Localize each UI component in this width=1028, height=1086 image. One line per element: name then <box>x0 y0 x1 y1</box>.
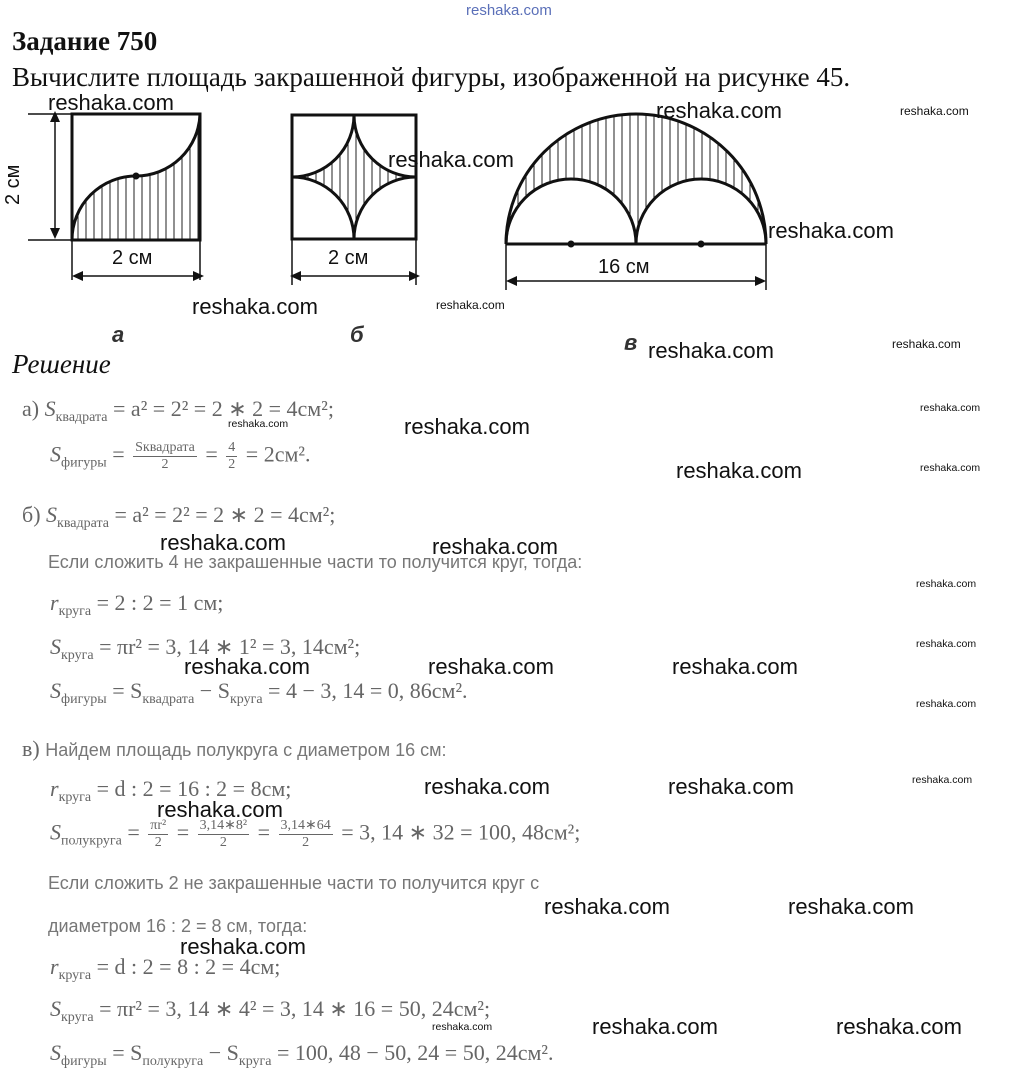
subscript: круга <box>238 1054 272 1069</box>
watermark: reshaka.com <box>157 797 283 822</box>
symbol: S <box>50 441 61 467</box>
watermark: reshaka.com <box>668 774 794 799</box>
solution-b-line2: Если сложить 4 не закрашенные части то получится круг, тогда: <box>48 552 583 572</box>
symbol: S <box>50 996 61 1021</box>
watermark: reshaka.com <box>592 1014 718 1039</box>
subscript: квадрата <box>142 692 195 707</box>
equals: = <box>127 819 140 845</box>
fraction <box>133 440 197 473</box>
expression: = πr² = 3, 14 ∗ 4² = 3, 14 ∗ 16 = 50, 24см²; <box>99 996 491 1021</box>
watermark: reshaka.com <box>180 934 306 959</box>
watermark: reshaka.com <box>404 414 530 439</box>
expression: − S <box>208 1040 239 1065</box>
subscript: круга <box>61 648 94 663</box>
numerator: 4 <box>228 440 236 455</box>
watermark: reshaka.com <box>432 534 558 559</box>
solution-c-line4: Если сложить 2 не закрашенные части то получится круг с <box>48 873 540 893</box>
expression: = 100, 48 − 50, 24 = 50, 24см². <box>276 1040 554 1065</box>
fraction <box>279 818 333 851</box>
expression: = 2см². <box>245 441 311 467</box>
watermark: reshaka.com <box>788 894 914 919</box>
denominator: 2 <box>228 457 236 472</box>
watermark: reshaka.com <box>192 294 318 319</box>
expression: = d : 2 = 16 : 2 = 8см; <box>96 776 292 801</box>
expression: = d : 2 = 8 : 2 = 4см; <box>96 954 281 979</box>
figure-b-side-label: 2 см <box>328 247 369 269</box>
watermark: reshaka.com <box>836 1014 962 1039</box>
watermark: reshaka.com <box>428 654 554 679</box>
subscript: фигуры <box>61 692 107 707</box>
figure-a-side-label: 2 см <box>112 247 153 269</box>
expression: = S <box>112 1040 143 1065</box>
watermark: reshaka.com <box>228 418 289 430</box>
expression: − S <box>199 678 230 703</box>
subscript: полукруга <box>61 833 122 849</box>
symbol: S <box>50 1040 61 1065</box>
watermark: reshaka.com <box>424 774 550 799</box>
marker-a: а) <box>22 396 40 421</box>
watermark: reshaka.com <box>544 894 670 919</box>
watermark: reshaka.com <box>916 578 977 590</box>
watermark: reshaka.com <box>432 1021 493 1033</box>
text: Найдем площадь полукруга с диаметром 16 см: <box>45 740 447 760</box>
subscript: круга <box>58 604 92 619</box>
solution-c-line1 <box>22 736 446 762</box>
symbol: S <box>50 634 61 659</box>
symbol: S <box>50 678 61 703</box>
subscript: круга <box>229 692 263 707</box>
solution-c-line3 <box>50 818 580 851</box>
subscript: квадрата <box>57 516 109 531</box>
figure-c-caption: в <box>624 330 638 355</box>
equals: = <box>205 441 218 467</box>
symbol: r <box>50 776 59 801</box>
numerator: 3,14∗64 <box>280 818 331 833</box>
numerator: Sквадрата <box>135 440 195 455</box>
expression: = a² = 2² = 2 ∗ 2 = 4см²; <box>113 396 334 421</box>
watermark: reshaka.com <box>920 402 981 414</box>
watermark: reshaka.com <box>388 147 514 172</box>
watermark: reshaka.com <box>916 698 977 710</box>
task-text: Вычислите площадь закрашенной фигуры, изображенной на рисунке 45. <box>12 62 851 92</box>
expression: = S <box>112 678 143 703</box>
site-header-link[interactable]: reshaka.com <box>466 2 552 19</box>
figure-c-diameter-label: 16 см <box>598 256 650 278</box>
solution-heading: Решение <box>12 349 111 379</box>
watermark: reshaka.com <box>656 98 782 123</box>
marker-c: в) <box>22 736 40 761</box>
symbol: r <box>50 590 59 615</box>
figure-a-height-label: 2 см <box>2 164 24 205</box>
figure-c <box>500 105 772 315</box>
watermark: reshaka.com <box>160 530 286 555</box>
solution-c-line8 <box>50 1040 554 1070</box>
numerator: πr² <box>150 818 167 833</box>
watermark: reshaka.com <box>920 462 981 474</box>
denominator: 2 <box>302 835 310 850</box>
denominator: 2 <box>161 457 169 472</box>
subscript: круга <box>58 790 92 805</box>
watermark: reshaka.com <box>672 654 798 679</box>
subscript: квадрата <box>55 410 108 425</box>
watermark: reshaka.com <box>48 90 174 115</box>
subscript: фигуры <box>61 455 107 471</box>
watermark: reshaka.com <box>892 337 961 351</box>
symbol: S <box>44 396 56 421</box>
watermark: reshaka.com <box>900 104 969 118</box>
expression: = πr² = 3, 14 ∗ 1² = 3, 14см²; <box>99 634 361 659</box>
watermark: reshaka.com <box>648 338 774 363</box>
symbol: S <box>50 819 61 845</box>
task-title: Задание 750 <box>12 26 158 56</box>
solution-b-line1 <box>22 502 335 532</box>
marker-b: б) <box>22 502 41 527</box>
solution-c-line7 <box>50 996 490 1026</box>
fraction <box>226 440 237 473</box>
solution-a-line2 <box>50 440 310 473</box>
solution-c-line5: диаметром 16 : 2 = 8 см, тогда: <box>48 916 308 936</box>
figure-b-caption: б <box>350 322 364 347</box>
expression: = 2 : 2 = 1 см; <box>96 590 224 615</box>
denominator: 2 <box>219 835 227 850</box>
equals: = <box>112 441 125 467</box>
dimension-arrow-vertical <box>40 110 70 240</box>
symbol: S <box>46 502 58 527</box>
subscript: полукруга <box>142 1054 204 1069</box>
watermark: reshaka.com <box>676 458 802 483</box>
watermark: reshaka.com <box>436 298 505 312</box>
equals: = <box>176 819 190 845</box>
solution-b-line5 <box>50 678 468 708</box>
figure-a-caption: а <box>112 322 125 347</box>
symbol: r <box>50 954 59 979</box>
expression: = a² = 2² = 2 ∗ 2 = 4см²; <box>114 502 336 527</box>
solution-b-line3 <box>50 590 223 620</box>
watermark: reshaka.com <box>916 638 977 650</box>
watermark: reshaka.com <box>912 774 973 786</box>
subscript: круга <box>61 1010 94 1025</box>
expression: = 3, 14 ∗ 32 = 100, 48см²; <box>341 819 581 845</box>
expression: = 4 − 3, 14 = 0, 86см². <box>268 678 468 703</box>
watermark: reshaka.com <box>768 218 894 243</box>
denominator: 2 <box>154 835 162 850</box>
subscript: круга <box>58 968 92 983</box>
subscript: фигуры <box>61 1054 107 1069</box>
equals: = <box>257 819 271 845</box>
watermark: reshaka.com <box>184 654 310 679</box>
numerator: 3,14∗8² <box>199 818 248 833</box>
